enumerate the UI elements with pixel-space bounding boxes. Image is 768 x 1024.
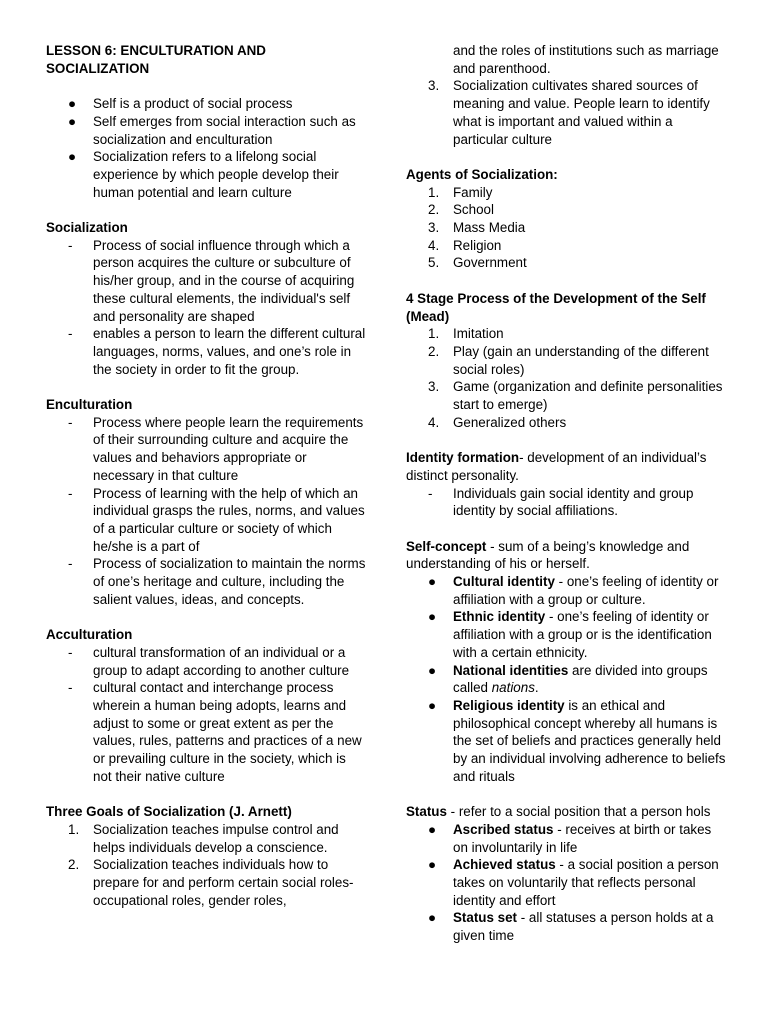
enculturation-heading: Enculturation [46, 397, 133, 413]
mead-heading: 4 Stage Process of the Development of the Self (Mead) [406, 290, 706, 324]
identity-formation-definition: Identity formation- development of an individual’s distinct personality. [406, 450, 707, 483]
socialization-item: - enables a person to learn the different cultural languages, norms, values, and one’s role in the society in order to fit the group. [68, 326, 366, 377]
agent-item: 5. Government [428, 255, 527, 271]
goals-heading: Three Goals of Socialization (J. Arnett) [46, 804, 292, 820]
right-column [406, 42, 728, 945]
mead-stage: 3. Game (organization and definite personalities start to emerge) [428, 379, 723, 413]
enculturation-item: - Process of learning with the help of which an individual grasps the rules, norms, and values of a particular culture or society of which he/she is a part of [68, 485, 365, 554]
status-item: ● Status set - all statuses a person holds at a given time [428, 910, 714, 944]
intro-bullet: ● Self is a product of social process [68, 96, 293, 112]
agent-item: 3. Mass Media [428, 220, 526, 236]
acculturation-heading: Acculturation [46, 627, 133, 643]
intro-bullet: ● Socialization refers to a lifelong social experience by which people develop their human potential and learn culture [68, 149, 339, 200]
agent-item: 4. Religion [428, 237, 502, 253]
self-concept-item: ● Ethnic identity - one’s feeling of identity or affiliation with a group or is the identification with a certain ethnicity. [428, 609, 712, 660]
socialization-item: - Process of social influence through which a person acquires the culture or subculture of his/her group, and in the course of acquiring these cultural elements, the individual's self and personality are shaped [68, 237, 355, 324]
self-concept-definition: Self-concept - sum of a being’s knowledge and understanding of his or herself. [406, 538, 690, 572]
self-concept-item: ● Religious identity is an ethical and philosophical concept whereby all humans is the set of beliefs and practices generally held by an individual involving adherence to beliefs and rituals [428, 697, 726, 784]
left-column [46, 42, 368, 909]
self-concept-item: ● National identities are divided into groups called nations. [428, 662, 708, 696]
enculturation-item: - Process of socialization to maintain the norms of one’s heritage and culture, including the salient values, ideas, and concepts. [68, 556, 366, 607]
mead-stage: 1. Imitation [428, 326, 504, 342]
self-concept-item: ● Cultural identity - one’s feeling of identity or affiliation with a group or culture. [428, 574, 719, 607]
agent-item: 1. Family [428, 184, 493, 200]
socialization-heading: Socialization [46, 220, 128, 235]
goal-item: 2. Socialization teaches individuals how to prepare for and perform certain social roles- occupational roles, gender roles, [68, 857, 354, 908]
status-item: ● Achieved status - a social position a person takes on voluntarily that reflects personal identity and effort [428, 857, 719, 908]
identity-formation-item: - Individuals gain social identity and group identity by social affiliations. [428, 485, 694, 519]
goal-item-continued: and the roles of institutions such as marriage and parenthood. [453, 43, 719, 76]
mead-stage: 4. Generalized others [428, 414, 567, 430]
agents-heading: Agents of Socialization: [406, 166, 558, 182]
agent-item: 2. School [428, 202, 494, 218]
goal-item: 3. Socialization cultivates shared sources of meaning and value. People learn to identify what is important and valued within a particular culture [428, 78, 710, 147]
intro-bullet: ● Self emerges from social interaction such as socialization and enculturation [68, 113, 356, 147]
acculturation-item: - cultural transformation of an individual or a group to adapt according to another culture [68, 644, 350, 678]
enculturation-item: - Process where people learn the requirements of their surrounding culture and acquire the values and behaviors appropriate or necessary in that culture [68, 414, 364, 483]
status-definition: Status - refer to a social position that a person hols [406, 804, 711, 820]
goal-item: 1. Socialization teaches impulse control and helps individuals develop a conscience. [68, 821, 339, 855]
lesson-title: LESSON 6: ENCULTURATION AND SOCIALIZATION [46, 43, 266, 76]
mead-stage: 2. Play (gain an understanding of the different social roles) [428, 343, 709, 377]
acculturation-item: - cultural contact and interchange process wherein a human being adopts, learns and adjust to some or great extent as per the values, rules, patterns and practices of a new or prevailing culture in the society, which is not their native culture [68, 680, 362, 784]
status-item: ● Ascribed status - receives at birth or takes on involuntarily in life [428, 821, 712, 855]
